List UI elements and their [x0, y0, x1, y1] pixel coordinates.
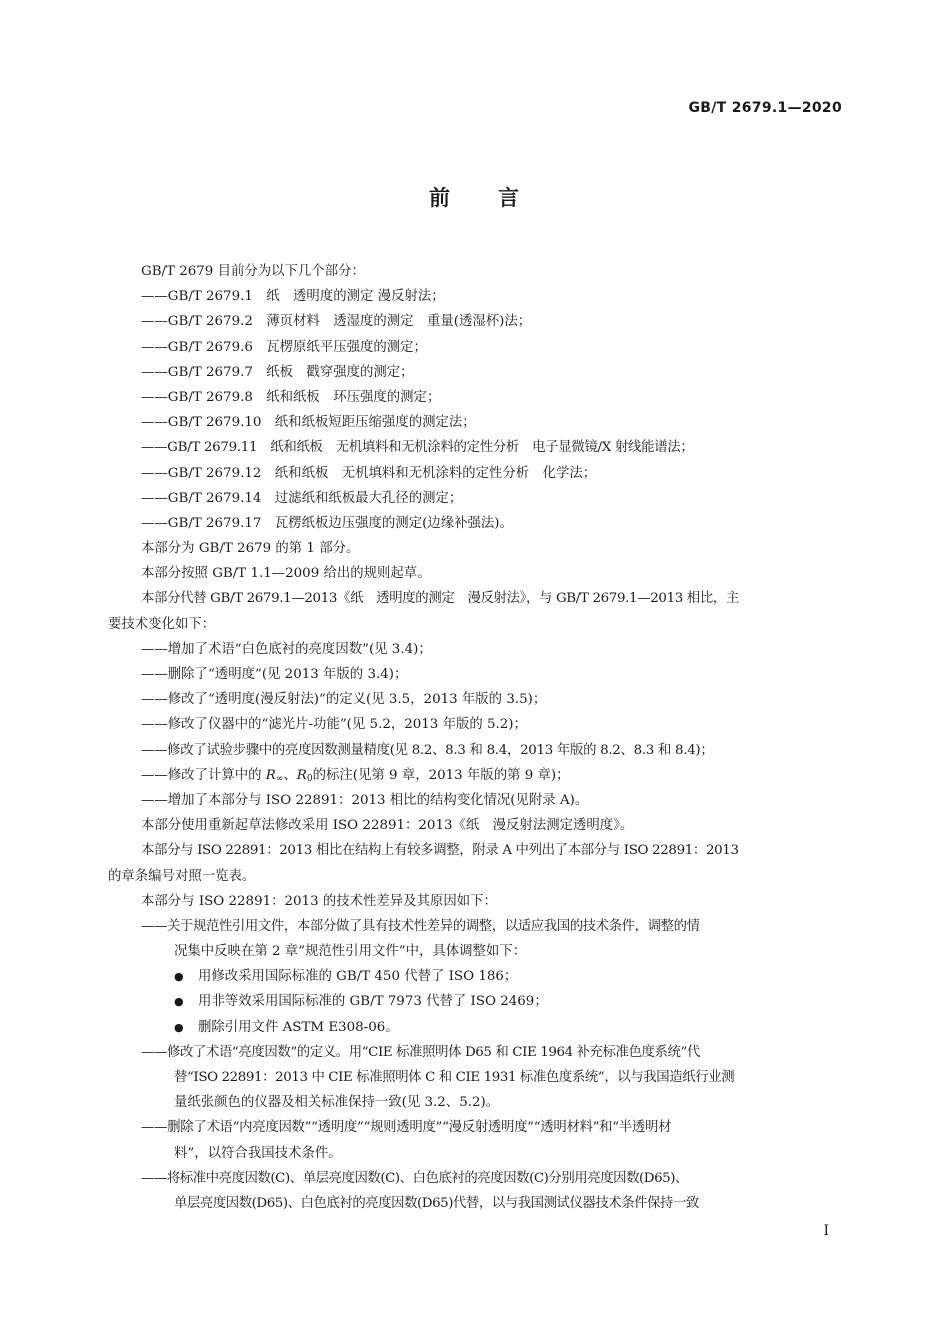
change-item-notation — [108, 763, 843, 788]
part-item: ——GB/T 2679.17 瓦楞纸板边压强度的测定(边缘补强法)。 — [141, 515, 513, 531]
part-item: ——GB/T 2679.11 纸和纸板 无机填料和无机涂料的定性分析 电子显微镜/X 射线能谱法； — [141, 440, 694, 456]
part-item: ——GB/T 2679.7 纸板 戳穿强度的测定； — [141, 364, 414, 380]
bullet-dot: ● — [174, 970, 184, 984]
bullet-item — [108, 964, 843, 989]
replace-paragraph-line1: 本部分代替 GB/T 2679.1—2013《纸 透明度的测定 漫反射法》，与 GB/T 2679.1—2013 相比，主 — [141, 591, 739, 607]
bullet-text: 用非等效采用国际标准的 GB/T 7973 代替了 ISO 2469； — [198, 994, 548, 1010]
diff-replace-line1: ——将标准中亮度因数(C)、单层亮度因数(C)、白色底衬的亮度因数(C)分别用亮度因数(D65)、 — [141, 1170, 688, 1186]
change-item: ——增加了术语“白色底衬的亮度因数”(见 3.4)； — [141, 641, 432, 657]
page-title — [0, 182, 950, 212]
structure-paragraph-line2: 的章条编号对照一览表。 — [108, 868, 256, 884]
bullet-dot: ● — [174, 1020, 184, 1034]
part-number-paragraph: 本部分为 GB/T 2679 的第 1 部分。 — [141, 541, 360, 557]
drafting-rules-paragraph: 本部分按照 GB/T 1.1—2009 给出的规则起草。 — [141, 566, 431, 582]
bullet-text: 用修改采用国际标准的 GB/T 450 代替了 ISO 186； — [198, 969, 518, 985]
adoption-paragraph: 本部分使用重新起草法修改采用 ISO 22891：2013《纸 漫反射法测定透明度》。 — [141, 818, 634, 834]
subscript-zero: 0 — [306, 773, 313, 784]
part-item: ——GB/T 2679.2 薄页材料 透湿度的测定 重量(透湿杯)法； — [141, 314, 532, 330]
structure-paragraph-line1: 本部分与 ISO 22891：2013 相比在结构上有较多调整，附录 A 中列出了本部分与 ISO 22891：2013 — [141, 843, 739, 859]
diff-delete-line2: 料”，以符合我国技术条件。 — [174, 1145, 342, 1161]
change-item: ——修改了仪器中的“滤光片-功能”(见 5.2，2013 年版的 5.2)； — [141, 717, 527, 733]
standard-code: GB/T 2679.1—2020 — [688, 100, 842, 116]
diff-refs-line1: ——关于规范性引用文件，本部分做了具有技术性差异的调整，以适应我国的技术条件，调整的情 — [141, 918, 700, 934]
part-item: ——GB/T 2679.14 过滤纸和纸板最大孔径的测定； — [141, 490, 463, 506]
notation-sep: 、 — [283, 767, 297, 783]
diff-replace-line2: 单层亮度因数(D65)、白色底衬的亮度因数(D65)代替，以与我国测试仪器技术条件保持一致 — [174, 1195, 699, 1211]
diff-term-line3: 量纸张颜色的仪器及相关标准保持一致(见 3.2、5.2)。 — [174, 1095, 500, 1111]
change-item: ——删除了“透明度”(见 2013 年版的 3.4)； — [141, 667, 408, 682]
change-item: ——修改了试验步骤中的亮度因数测量精度(见 8.2、8.3 和 8.4，2013 年版的 8.2、8.3 和 8.4)； — [141, 742, 714, 758]
part-item: ——GB/T 2679.1 纸 透明度的测定 漫反射法； — [141, 289, 445, 305]
part-item: ——GB/T 2679.12 纸和纸板 无机填料和无机涂料的定性分析 化学法； — [141, 465, 597, 481]
diff-refs-line2: 况集中反映在第 2 章“规范性引用文件”中，具体调整如下： — [174, 944, 527, 960]
diff-term-line1: ——修改了术语“亮度因数”的定义。用“CIE 标准照明体 D65 和 CIE 1964 补充标准色度系统”代 — [141, 1044, 700, 1060]
replace-paragraph-line2: 要技术变化如下： — [108, 616, 216, 632]
page-number: I — [823, 1223, 829, 1239]
bullet-dot: ● — [174, 995, 184, 1009]
part-item: ——GB/T 2679.8 纸和纸板 环压强度的测定； — [141, 389, 441, 405]
bullet-text: 删除引用文件 ASTM E308-06。 — [198, 1019, 399, 1035]
title-char-2: 言 — [498, 186, 521, 210]
subscript-inf: ∞ — [275, 773, 284, 784]
part-item: ——GB/T 2679.10 纸和纸板短距压缩强度的测定法； — [141, 415, 476, 431]
change-item: ——增加了本部分与 ISO 22891：2013 相比的结构变化情况(见附录 A)。 — [141, 792, 589, 808]
symbol-r-zero: R — [296, 767, 307, 783]
diff-delete-line1: ——删除了术语“内亮度因数”“透明度”“规则透明度”“漫反射透明度”“透明材料”和“半透明材 — [141, 1120, 672, 1136]
technical-differences-paragraph: 本部分与 ISO 22891：2013 的技术性差异及其原因如下： — [141, 893, 497, 909]
document-body — [108, 259, 843, 1216]
bullet-item — [108, 1015, 843, 1040]
notation-prefix: ——修改了计算中的 — [141, 767, 266, 783]
part-item: ——GB/T 2679.6 瓦楞原纸平压强度的测定； — [141, 339, 427, 355]
bullet-item — [108, 989, 843, 1014]
notation-suffix: 的标注(见第 9 章，2013 年版的第 9 章)； — [312, 767, 570, 783]
diff-term-line2: 替“ISO 22891：2013 中 CIE 标准照明体 C 和 CIE 1931 标准色度系统”，以与我国造纸行业测 — [174, 1070, 735, 1085]
symbol-r-inf: R — [265, 767, 276, 783]
change-item: ——修改了“透明度(漫反射法)”的定义(见 3.5，2013 年版的 3.5)； — [141, 692, 547, 708]
title-char-1: 前 — [429, 186, 452, 210]
intro-paragraph: GB/T 2679 目前分为以下几个部分： — [141, 264, 365, 279]
